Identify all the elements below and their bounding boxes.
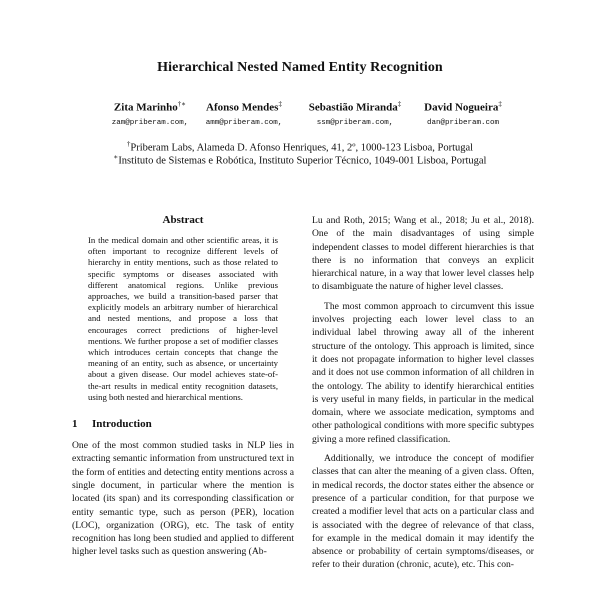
body-paragraph: Lu and Roth, 2015; Wang et al., 2018; Ju et al., 2018). One of the main disadvantages of using simple independent classes to model different hierarchies is that there is no information that conveys an explicit hierarchical nature, in a way that lower level classes help to disambiguate the nature of higher level classes.: [312, 215, 534, 293]
affiliation-mark: †∗: [177, 100, 187, 108]
author-name: Sebastião Miranda: [308, 101, 398, 114]
author-email: amm@priberam.com,: [205, 118, 283, 127]
affiliation-mark: ‡: [498, 100, 502, 108]
affiliation-mark: ‡: [278, 100, 282, 108]
affiliation-mark: ∗: [113, 153, 119, 161]
author-block: [192, 100, 296, 127]
paper-title: Hierarchical Nested Named Entity Recognition: [157, 60, 443, 75]
author-email: zam@priberam.com,: [111, 118, 189, 127]
author-email: ssm@priberam.com,: [316, 118, 394, 127]
section-number: 1: [72, 418, 78, 431]
affiliation-mark: †: [126, 140, 131, 148]
right-column: [312, 214, 534, 572]
abstract-heading: Abstract: [162, 214, 204, 226]
abstract-text: In the medical domain and other scientific areas, it is often important to recognize different levels of hierarchy in entity mentions, such as those related to specific symptoms or diseases associated with different anatomical regions. Unlike previous approaches, we build a transition-based parser that explicitly models an arbitrary number of hierarchical and nested mentions, and propose a loss that encourages correct predictions of higher-level mentions. We further propose a set of modifier classes which introduces certain concepts that change the meaning of an entity, such as absence, or uncertainty about a given disease. Our model achieves state-of-the-art results in medical entity recognition datasets, using both nested and hierarchical mentions.: [88, 235, 278, 402]
author-list: [100, 100, 520, 140]
section-heading: [72, 418, 294, 430]
author-name: Zita Marinho: [113, 101, 178, 114]
intro-paragraph: One of the most common studied tasks in NLP lies in extracting semantic information from unstructured text in the form of entities and detecting entity mentions across a single document, in particular where the mention is located (its span) and its corresponding classification or entity semantic type, such as person (PER), location (LOC), organization (ORG), etc. The task of entity recognition has long been studied and applied to different higher level tasks such as question answering (Ab-: [72, 440, 294, 558]
author-block: [296, 100, 414, 127]
author-name: Afonso Mendes: [206, 101, 279, 114]
affiliation-text: Instituto de Sistemas e Robótica, Instituto Superior Técnico, 1049-001 Lisboa, Portugal: [118, 155, 487, 167]
affiliation-mark: ‡: [397, 100, 402, 108]
left-column: [72, 214, 294, 559]
author-email: dan@priberam.com: [426, 118, 499, 127]
author-block: [100, 100, 200, 127]
affiliation-text: Priberam Labs, Alameda D. Afonso Henriques, 41, 2º, 1000-123 Lisboa, Portugal: [130, 142, 474, 154]
affiliation-line: [0, 153, 600, 167]
author-block: [410, 100, 516, 127]
affiliation-line: [0, 140, 600, 154]
section-title: Introduction: [92, 418, 152, 431]
author-name: David Nogueira: [424, 101, 499, 114]
body-paragraph: The most common approach to circumvent this issue involves projecting each lower level class to an individual label throwing away all of the inherent structure of the ontology. This approach is limited, since it does not propagate information to higher level classes and it does not use common information of all children in the ontology. The ability to identify hierarchical entities is very useful in many fields, in particular in the medical domain, where we associate medication, symptoms and other pathological conditions with more specific subtypes giving a more refined classification.: [312, 300, 534, 445]
body-paragraph: Additionally, we introduce the concept of modifier classes that can alter the meaning of a given class. Often, in medical records, the doctor states either the absence or presence of a particular condition, for that purpose we created a modifier level that acts on a particular class and is associated with the degree of relevance of that class, for example in the medical domain it may identify the absence or probability of certain symptoms/diseases, or refer to their duration (chronic, acute), etc. This con-: [312, 453, 534, 571]
